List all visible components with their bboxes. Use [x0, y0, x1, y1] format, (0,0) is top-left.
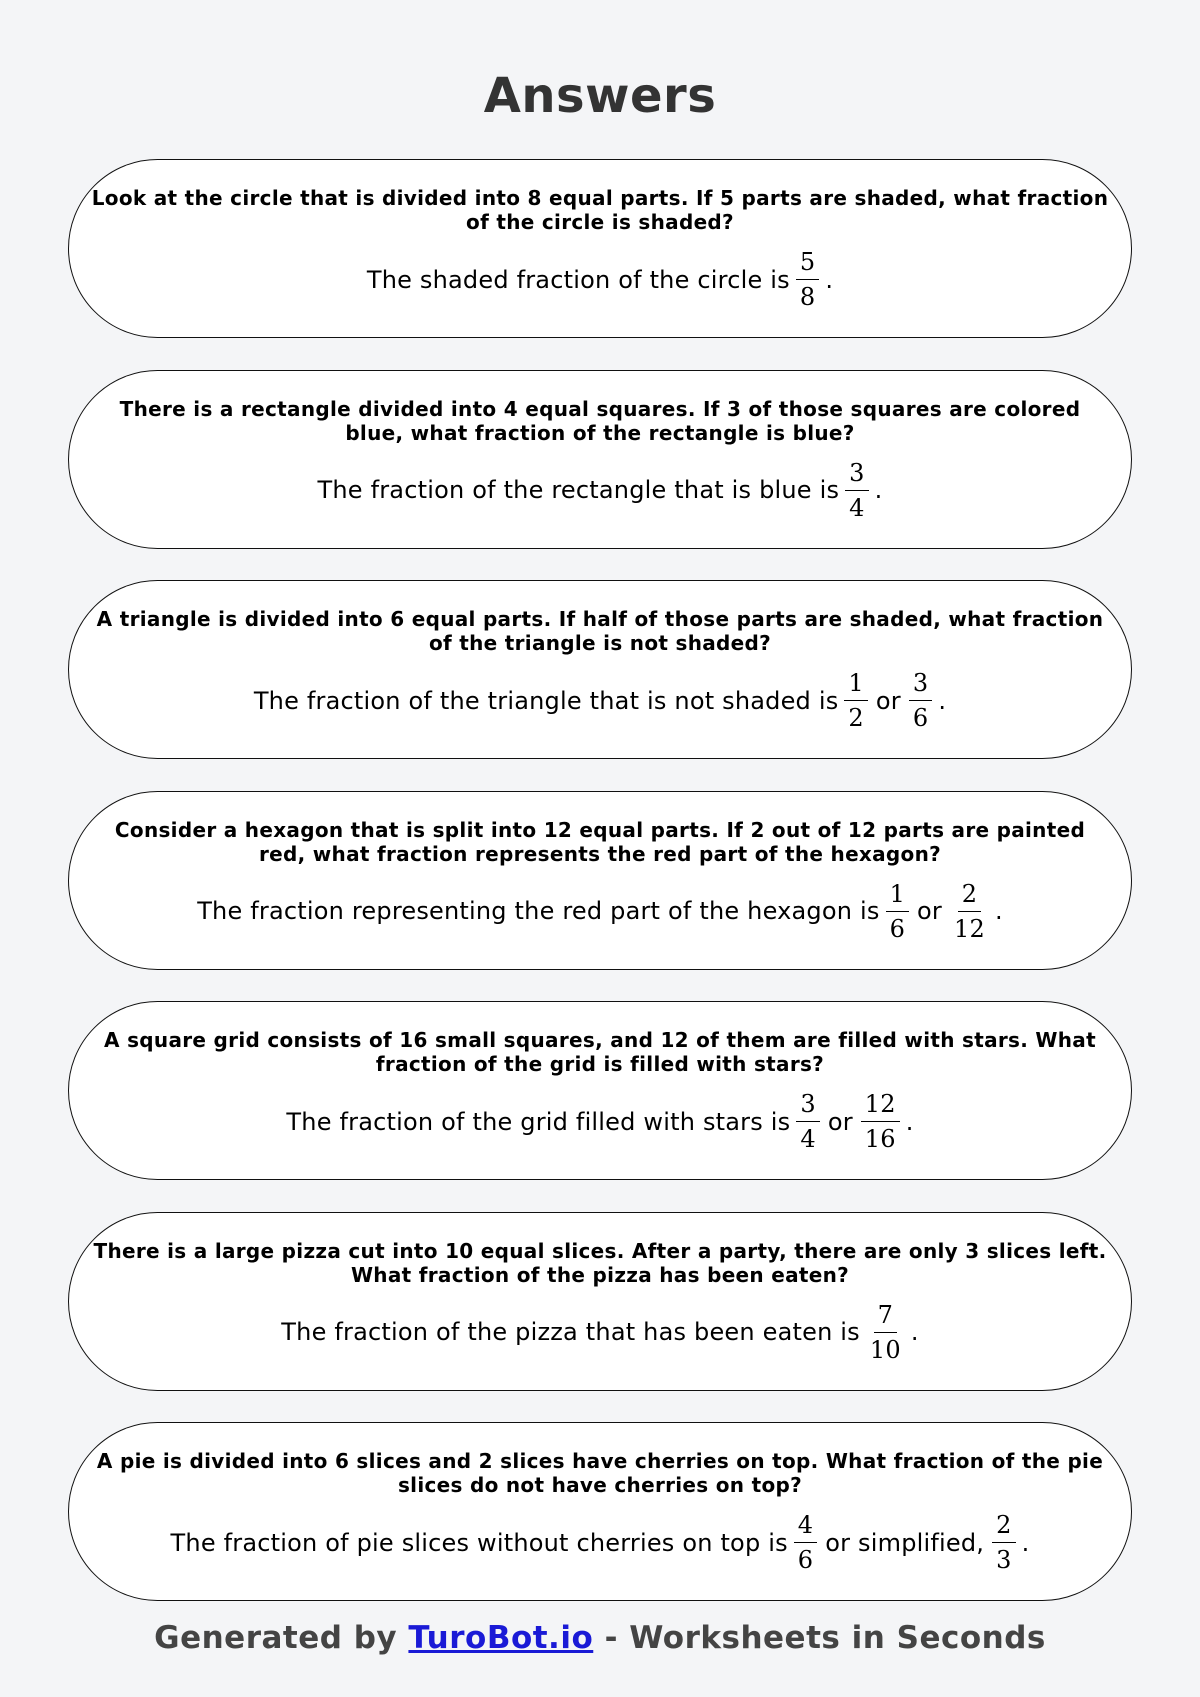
fraction-numerator: 7 [874, 1301, 897, 1333]
fraction [950, 880, 989, 943]
answer-end: . [874, 476, 883, 504]
answer-text: The fraction representing the red part of the hexagon is [197, 897, 880, 925]
answer-text: The fraction of the pizza that has been eaten is [281, 1318, 860, 1346]
answer-line [286, 1090, 913, 1153]
answer-card [68, 1212, 1132, 1391]
fraction-numerator: 3 [909, 669, 932, 701]
fraction-denominator: 6 [889, 914, 906, 943]
answer-separator: or [875, 686, 901, 715]
answer-line [171, 1511, 1030, 1574]
answer-card [68, 791, 1132, 970]
answer-card [68, 370, 1132, 549]
answer-line [281, 1301, 918, 1364]
fraction-numerator: 4 [794, 1511, 817, 1543]
answer-line [254, 669, 946, 732]
fraction-numerator: 3 [796, 1090, 819, 1122]
fraction [845, 459, 868, 522]
question-text: A square grid consists of 16 small squares, and 12 of them are filled with stars. What fraction of the grid is filled with stars? [104, 1028, 1096, 1076]
answer-end: . [905, 1107, 914, 1136]
fraction [796, 248, 819, 311]
answer-card [68, 1001, 1132, 1180]
answer-end: . [825, 265, 834, 294]
fraction-denominator: 8 [799, 283, 816, 311]
answer-card [68, 580, 1132, 759]
fraction [861, 1090, 900, 1153]
question-text: Consider a hexagon that is split into 12 equal parts. If 2 out of 12 parts are painted red, what fraction represents the red part of the hexagon? [114, 817, 1086, 866]
fraction-denominator: 4 [800, 1125, 816, 1153]
question-text: There is a large pizza cut into 10 equal slices. After a party, there are only 3 slices left. What fraction of the pizza has been eaten? [93, 1238, 1107, 1287]
fraction-denominator: 4 [849, 493, 865, 522]
answer-line [197, 880, 1003, 943]
fraction-numerator: 1 [844, 669, 867, 701]
turobot-link[interactable]: TuroBot.io [408, 1620, 594, 1656]
fraction [866, 1301, 905, 1364]
fraction-numerator: 12 [861, 1090, 900, 1122]
answer-card [68, 159, 1132, 338]
question-text: There is a rectangle divided into 4 equal squares. If 3 of those squares are colored blue, what fraction of the rectangle is blue? [119, 396, 1081, 445]
answer-end: . [938, 686, 947, 715]
fraction-denominator: 3 [996, 1546, 1012, 1574]
answer-separator: or [917, 897, 942, 925]
fraction-numerator: 2 [992, 1511, 1015, 1543]
fraction [796, 1090, 819, 1153]
answer-separator: or [827, 1107, 853, 1136]
answer-end: . [994, 897, 1003, 925]
answer-card [68, 1422, 1132, 1601]
answer-list [68, 159, 1132, 1633]
fraction-denominator: 6 [912, 704, 929, 732]
fraction [909, 669, 932, 732]
footer-suffix: - Worksheets in Seconds [604, 1620, 1046, 1656]
fraction-denominator: 16 [864, 1125, 896, 1153]
page-title: Answers [483, 68, 717, 124]
answer-text: The fraction of the grid filled with stars is [286, 1107, 791, 1136]
fraction [794, 1511, 817, 1574]
answer-text: The shaded fraction of the circle is [366, 265, 790, 294]
answer-end: . [910, 1318, 919, 1346]
footer-prefix: Generated by [154, 1620, 398, 1656]
fraction-numerator: 1 [886, 880, 909, 912]
fraction-denominator: 6 [797, 1546, 814, 1574]
fraction [886, 880, 909, 943]
answer-text: The fraction of pie slices without cherries on top is [170, 1528, 788, 1557]
question-text: Look at the circle that is divided into 8 equal parts. If 5 parts are shaded, what fraction of the circle is shaded? [91, 186, 1109, 234]
fraction-denominator: 12 [954, 914, 985, 943]
answer-line [367, 248, 833, 311]
answer-end: . [1021, 1528, 1030, 1557]
fraction-numerator: 5 [796, 248, 819, 280]
fraction [992, 1511, 1015, 1574]
answer-separator: or simplified, [825, 1528, 985, 1557]
fraction-numerator: 2 [958, 880, 981, 912]
footer [0, 1620, 1200, 1656]
question-text: A triangle is divided into 6 equal parts. If half of those parts are shaded, what fraction of the triangle is not shaded? [96, 607, 1104, 655]
answer-text: The fraction of the rectangle that is blue is [317, 476, 840, 504]
answer-text: The fraction of the triangle that is not shaded is [253, 686, 839, 715]
fraction-denominator: 10 [869, 1335, 901, 1364]
question-text: A pie is divided into 6 slices and 2 slices have cherries on top. What fraction of the pie slices do not have cherries on top? [96, 1449, 1104, 1497]
answer-line [318, 459, 883, 522]
fraction-numerator: 3 [845, 459, 868, 491]
fraction [844, 669, 867, 732]
fraction-denominator: 2 [848, 704, 864, 732]
